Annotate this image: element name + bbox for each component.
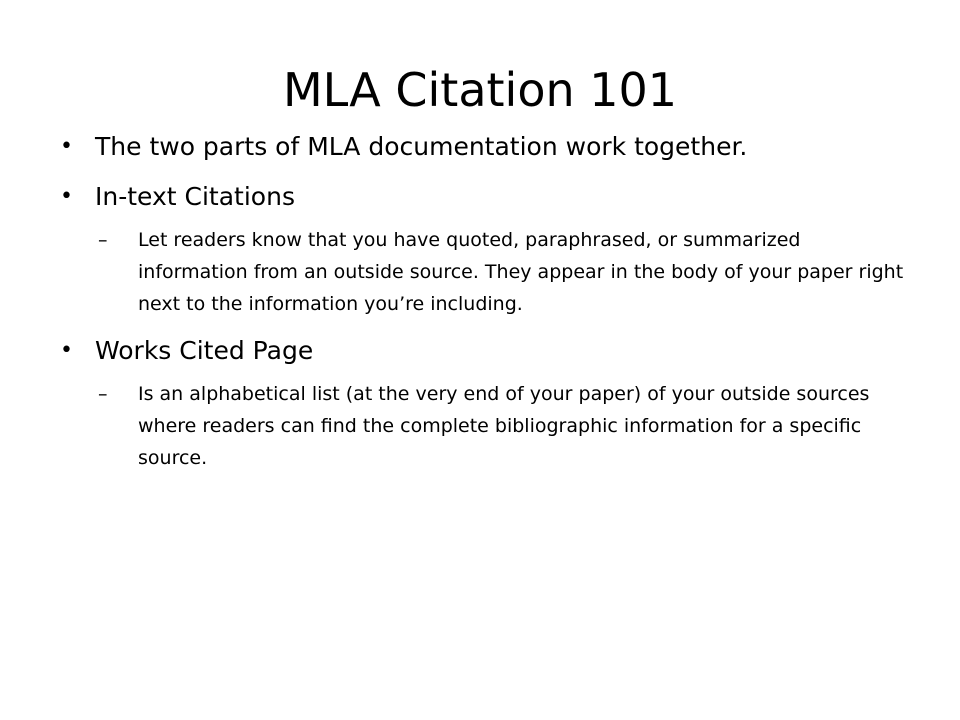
bullet-mla-parts (60, 126, 920, 168)
bullet-text: Works Cited Page (95, 336, 314, 365)
sub-bullet-in-text (95, 224, 908, 320)
sub-bullet-works-cited (95, 378, 908, 474)
slide-title: MLA Citation 101 (282, 63, 678, 117)
bullet-text: In-text Citations (95, 182, 295, 211)
bullet-icon: • (60, 184, 73, 209)
slide-content (60, 126, 920, 484)
bullet-icon: • (60, 134, 73, 159)
sub-bullet-text: Is an alphabetical list (at the very end of your paper) of your outside sources where readers can find the complete bibliographic information for a specific source. (138, 383, 870, 469)
dash-icon: – (98, 229, 108, 251)
bullet-icon: • (60, 338, 73, 363)
bullet-works-cited (60, 330, 920, 372)
bullet-in-text-citations (60, 176, 920, 218)
sub-bullet-text: Let readers know that you have quoted, paraphrased, or summarized information from an outside source. They appear in the body of your paper right next to the information you’re including. (138, 229, 904, 315)
dash-icon: – (98, 383, 108, 405)
bullet-text: The two parts of MLA documentation work together. (95, 132, 748, 161)
